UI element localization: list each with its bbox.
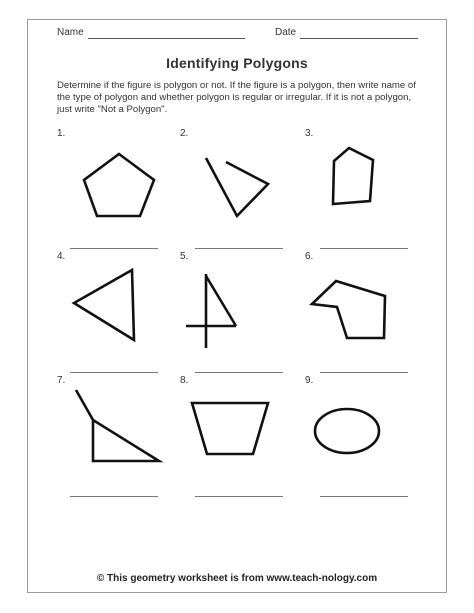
footer-credit [0, 573, 474, 584]
problem-number-9: 9. [305, 375, 314, 386]
figure-7-triangle-extended [76, 390, 159, 461]
figure-3-pentagon-irregular [333, 148, 373, 204]
page-title: Identifying Polygons [166, 55, 308, 71]
problem-number-2: 2. [180, 128, 189, 139]
problem-number-3: 3. [305, 128, 314, 139]
figure-9-ellipse [315, 409, 379, 453]
instructions-text: Determine if the figure is polygon or not. If the figure is a polygon, then write name of the type of polygon and whether polygon is regular or irregular. If it is not a polygon, just write "Not a Polygon". [57, 80, 416, 116]
figure-4-triangle [74, 270, 134, 340]
problem-number-8: 8. [180, 375, 189, 386]
problem-number-5: 5. [180, 251, 189, 262]
date-label: Date [275, 27, 297, 38]
figure-6-pentagon-concave [312, 281, 385, 338]
figure-2-open-angle [206, 158, 268, 216]
name-label: Name [57, 27, 84, 38]
problem-number-4: 4. [57, 251, 66, 262]
footer-link[interactable]: www.teach-nology.com [266, 573, 378, 584]
figure-1-pentagon [84, 154, 154, 216]
problem-number-6: 6. [305, 251, 314, 262]
problem-number-7: 7. [57, 375, 66, 386]
figure-5-triangle-with-lines [186, 274, 236, 348]
problem-number-1: 1. [57, 128, 66, 139]
figure-8-trapezoid [192, 403, 268, 454]
footer-prefix: © This geometry worksheet is from [96, 573, 267, 584]
